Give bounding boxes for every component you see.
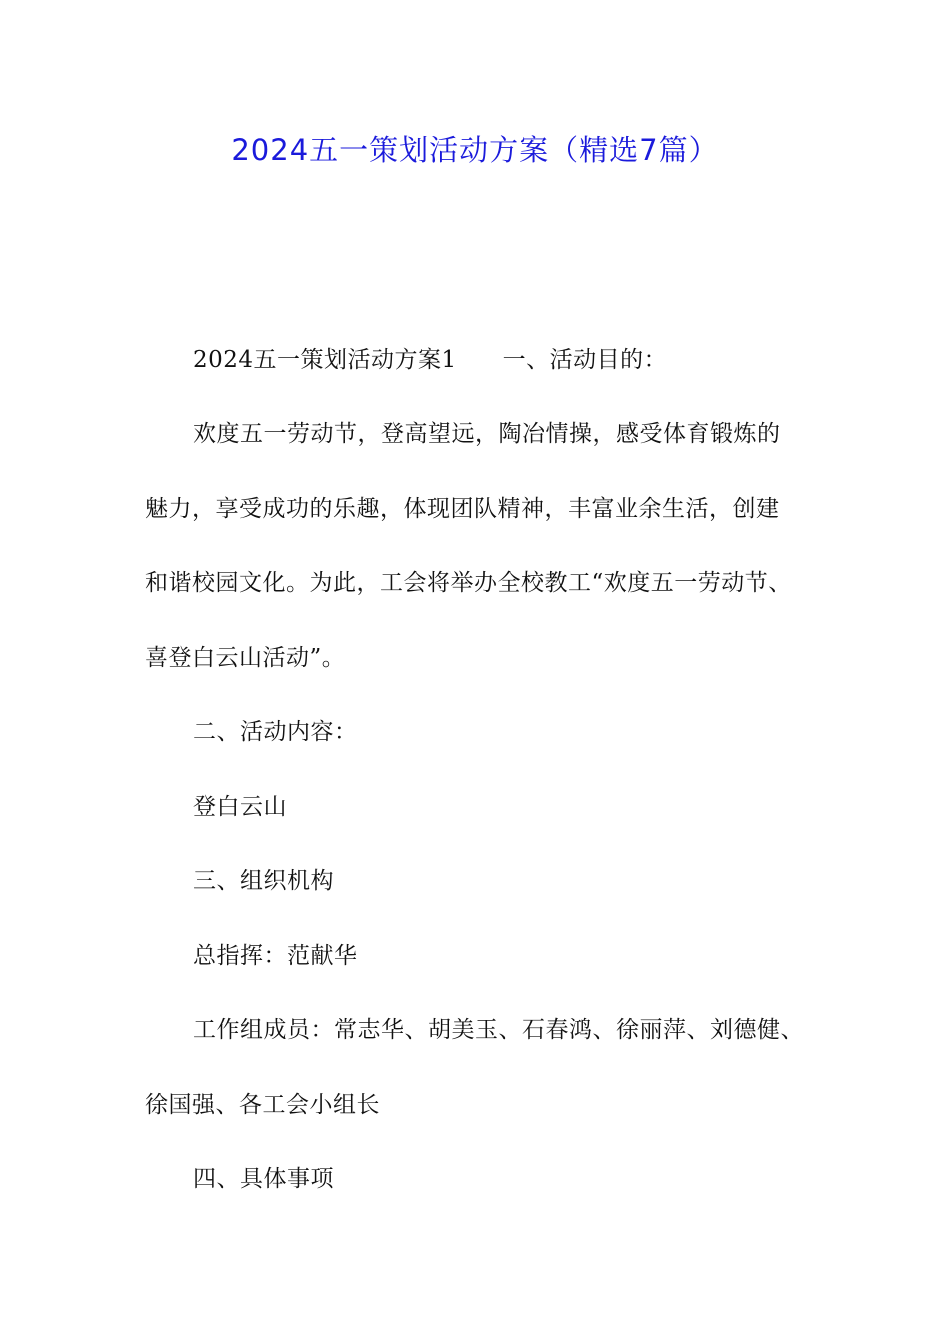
paragraph: 魅力，享受成功的乐趣，体现团队精神，丰富业余生活，创建 xyxy=(145,496,780,522)
paragraph: 登白云山 xyxy=(193,794,287,820)
paragraph: 欢度五一劳动节，登高望远，陶冶情操，感受体育锻炼的 xyxy=(193,421,781,447)
paragraph: 喜登白云山活动”。 xyxy=(145,645,346,671)
section-heading-line xyxy=(193,340,873,380)
paragraph: 工作组成员：常志华、胡美玉、石春鸿、徐丽萍、刘德健、 xyxy=(193,1017,804,1043)
paragraph: 三、组织机构 xyxy=(193,868,334,894)
paragraph: 四、具体事项 xyxy=(193,1166,334,1192)
paragraph: 一、活动目的： xyxy=(502,347,668,373)
paragraph: 二、活动内容： xyxy=(193,719,358,745)
document-title: 2024五一策划活动方案（精选7篇） xyxy=(231,133,719,167)
paragraph: 总指挥：范献华 xyxy=(193,943,358,969)
paragraph: 和谐校园文化。为此，工会将举办全校教工“欢度五一劳动节、 xyxy=(145,570,792,596)
section-heading: 2024五一策划活动方案1 xyxy=(193,347,457,373)
paragraph: 徐国强、各工会小组长 xyxy=(145,1092,380,1118)
